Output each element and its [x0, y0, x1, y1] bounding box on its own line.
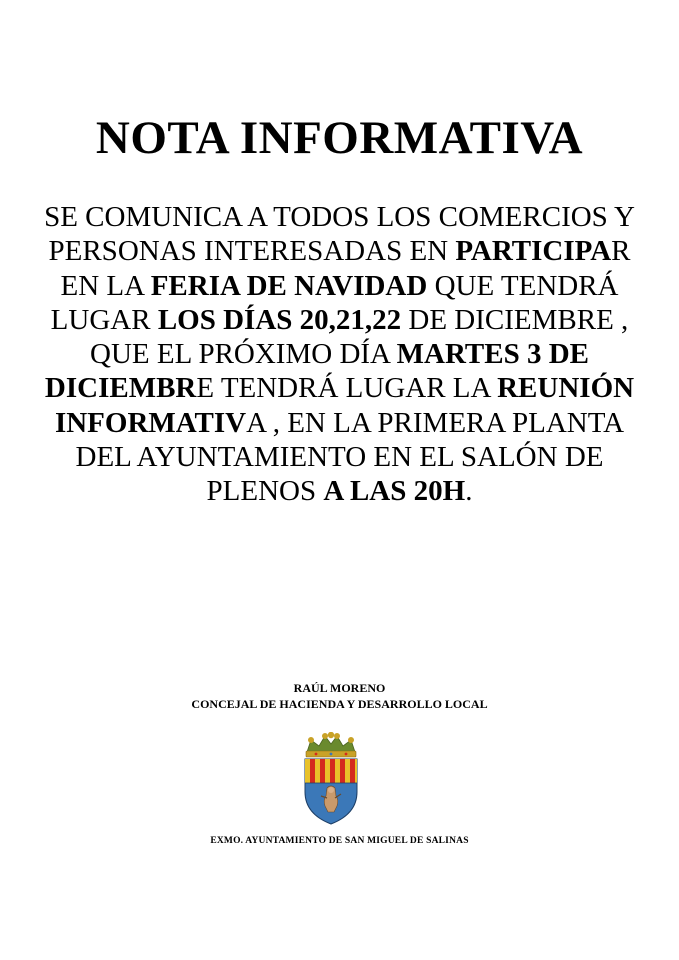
institution-footer: EXMO. AYUNTAMIENTO DE SAN MIGUEL DE SALINAS	[210, 836, 469, 846]
body-emphasis: MARTES 3 DE DICIEMBR	[44, 338, 589, 405]
coat-of-arms-icon	[301, 732, 361, 826]
body-text-segment: A , EN LA PRIMERA PLANTA DEL AYUNTAMIENTO EN EL SALÓN DE PLENOS	[75, 406, 625, 508]
body-emphasis: PARTICIPA	[455, 235, 612, 268]
signatory-name: RAÚL MORENO	[293, 681, 386, 695]
body-text-segment: QUE TENDRÁ LUGAR	[50, 269, 619, 336]
body-emphasis: FERIA DE NAVIDAD	[150, 269, 428, 302]
body-text-segment: .	[465, 475, 473, 508]
body-text-segment: DE DICIEMBRE , QUE EL PRÓXIMO DÍA	[90, 303, 629, 371]
shield-icon	[305, 759, 357, 824]
body-text-segment: R EN LA	[60, 235, 631, 302]
signatory-role: CONCEJAL DE HACIENDA Y DESARROLLO LOCAL	[191, 697, 488, 711]
body-emphasis: LOS DÍAS 20,21,22	[157, 303, 402, 336]
body-text-segment: SE COMUNICA A TODOS LOS COMERCIOS Y PERSONAS INTERESADAS EN	[44, 201, 635, 268]
body-text-segment: E TENDRÁ LUGAR LA	[196, 372, 498, 405]
body-emphasis: A LAS 20H	[323, 475, 466, 508]
signature-block	[0, 680, 679, 712]
announcement-body	[40, 200, 639, 509]
crown-icon	[306, 732, 356, 757]
page-title: NOTA INFORMATIVA	[95, 112, 584, 164]
body-emphasis: REUNIÓN INFORMATIV	[54, 372, 635, 439]
